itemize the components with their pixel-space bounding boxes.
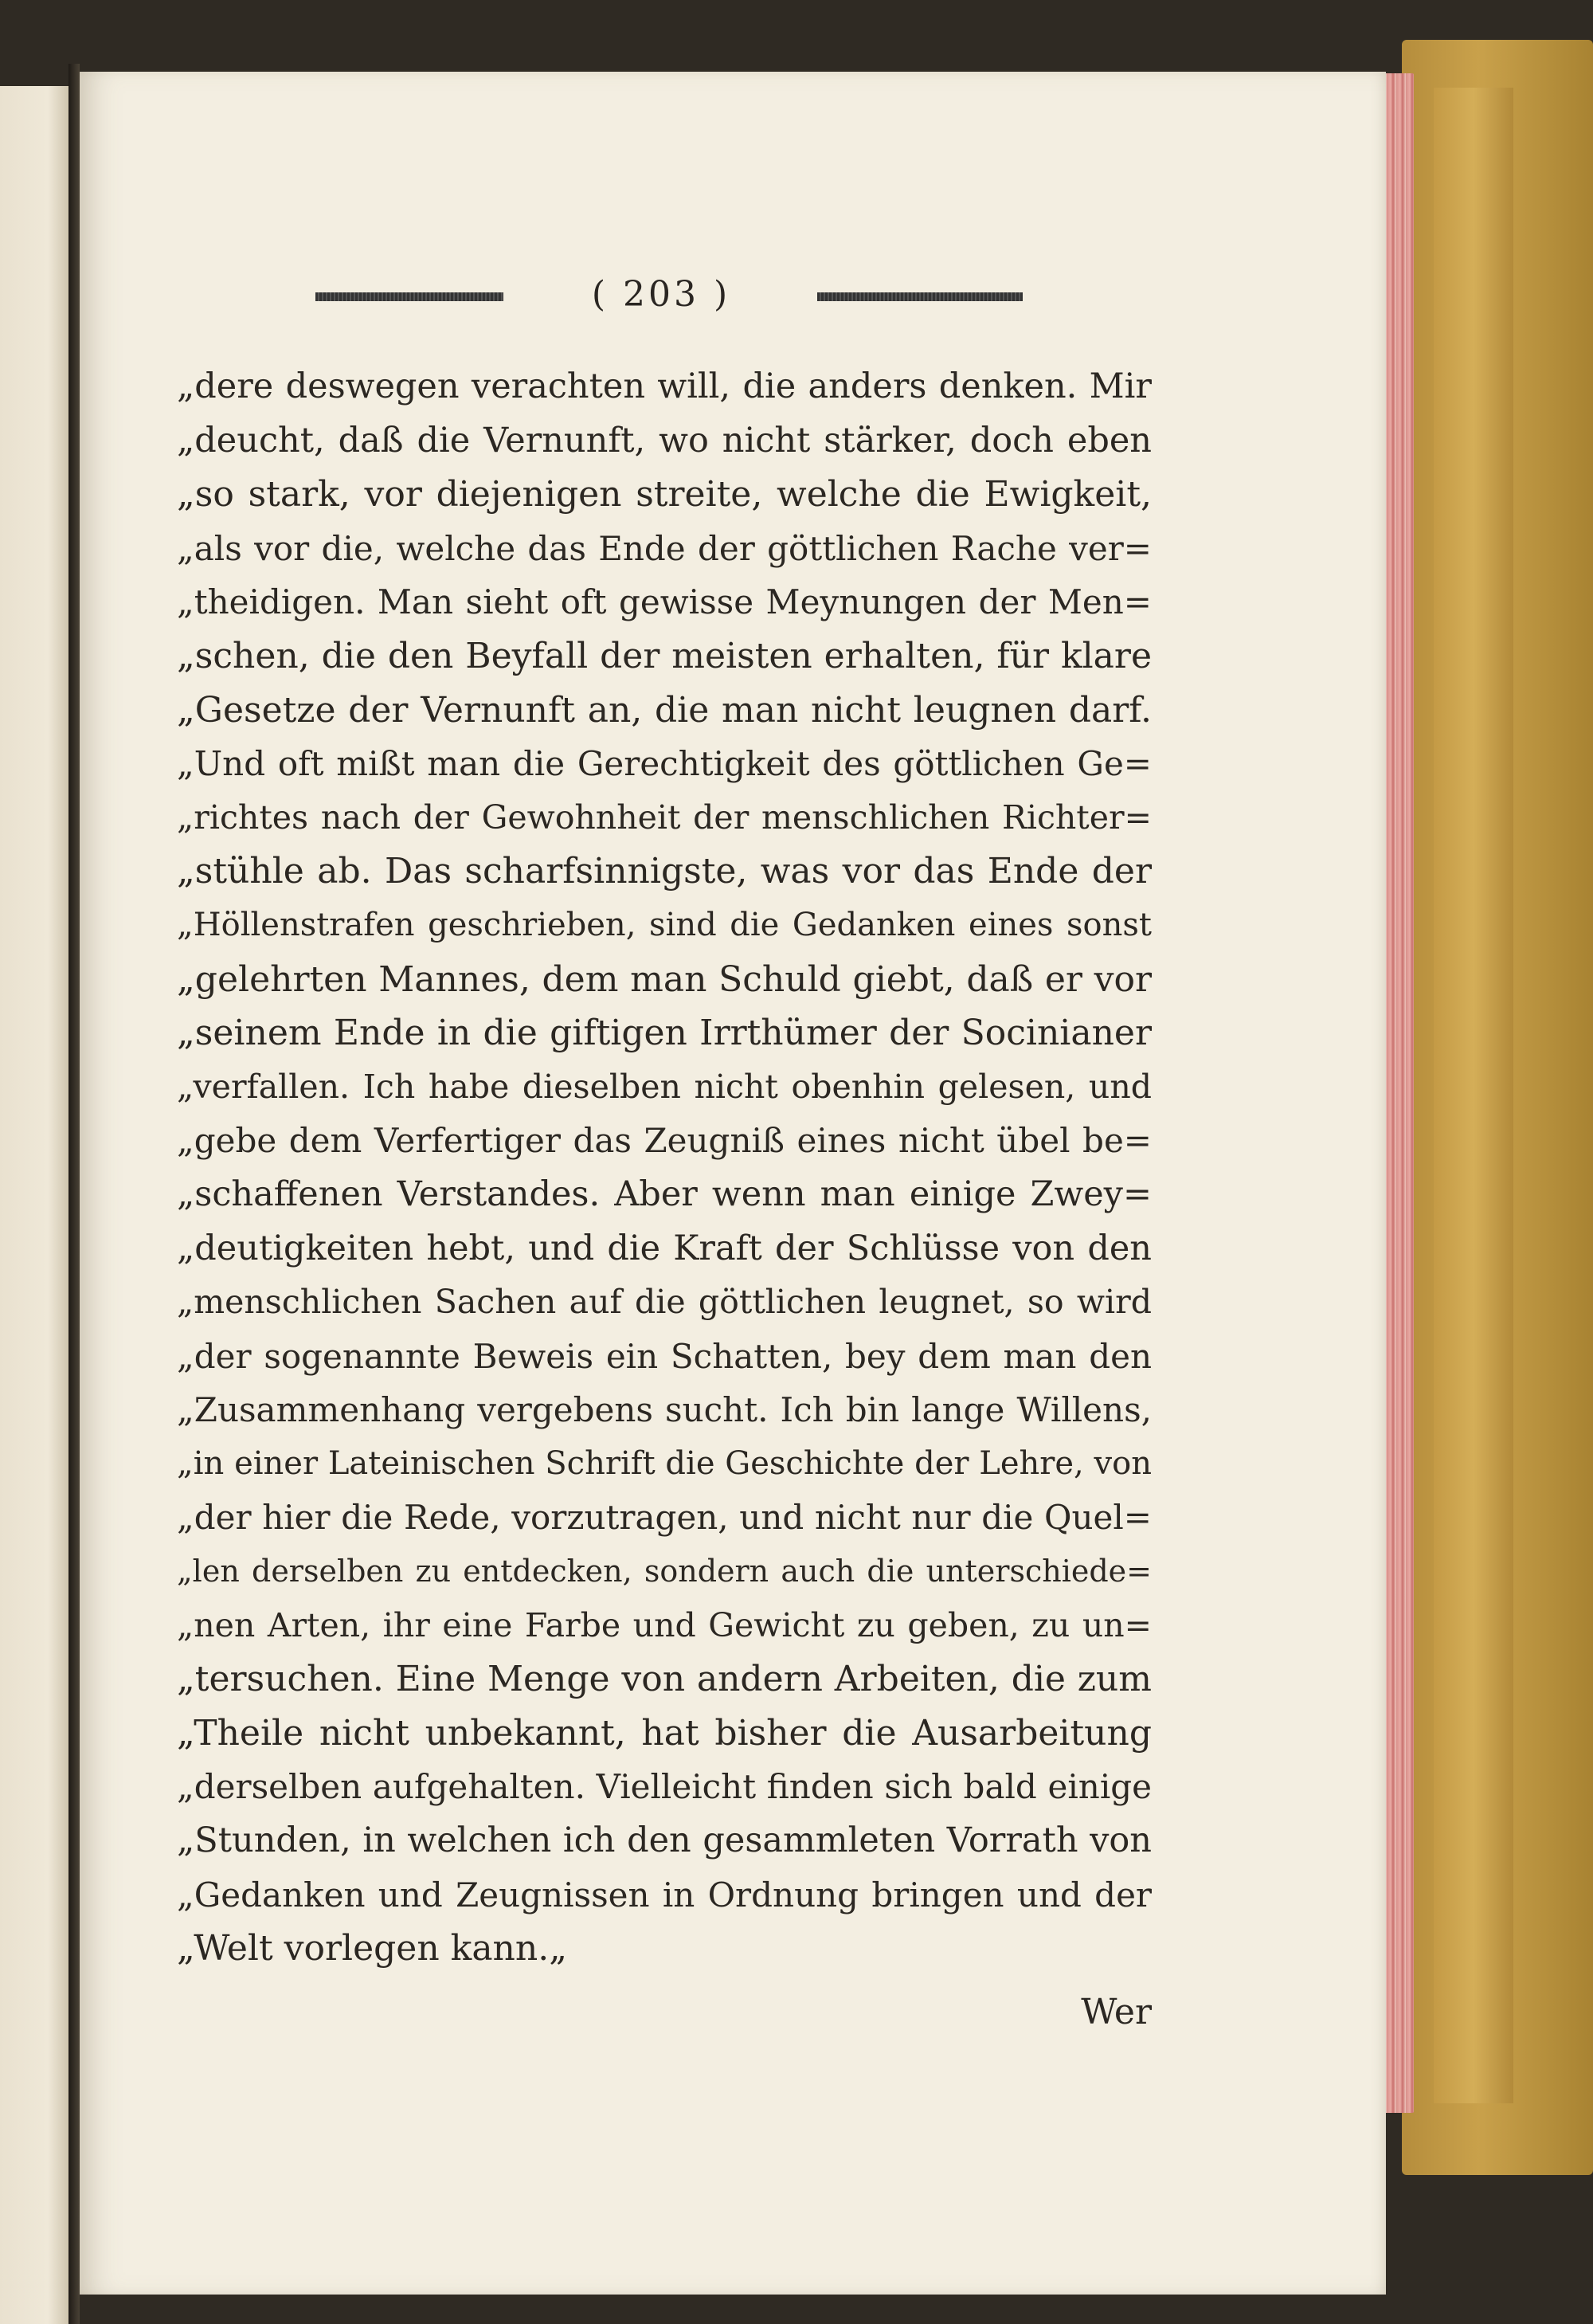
page-number: ( 203 ) xyxy=(591,274,731,315)
text-line: „Und oft mißt man die Gerechtigkeit des göttlichen Ge= xyxy=(177,744,1152,784)
text-line: „in einer Lateinischen Schrift die Geschichte der Lehre, von xyxy=(177,1444,1152,1482)
text-line: „stühle ab. Das scharfsinnigste, was vor das Ende der xyxy=(177,851,1152,892)
text-line: „Zusammenhang vergebens sucht. Ich bin lange Willens, xyxy=(177,1390,1152,1430)
text-line: „seinem Ende in die giftigen Irrthümer der Socinianer xyxy=(177,1013,1152,1054)
text-line: „Gedanken und Zeugnissen in Ordnung bringen und der xyxy=(177,1875,1152,1914)
text-line: „menschlichen Sachen auf die göttlichen leugnet, so wird xyxy=(177,1283,1152,1322)
left-page-edge xyxy=(0,86,71,2324)
text-line: „Theile nicht unbekannt, hat bisher die Ausarbeitung xyxy=(177,1712,1152,1754)
text-line: „gebe dem Verfertiger das Zeugniß eines nicht übel be= xyxy=(177,1121,1152,1161)
text-line: „der hier die Rede, vorzutragen, und nicht nur die Quel= xyxy=(177,1498,1152,1538)
text-line: „schen, die den Beyfall der meisten erhalten, für klare xyxy=(177,635,1152,676)
text-line: „nen Arten, ihr eine Farbe und Gewicht zu geben, zu un= xyxy=(177,1605,1152,1644)
text-line: „derselben aufgehalten. Vielleicht finden sich bald einige xyxy=(177,1767,1152,1807)
text-line: „als vor die, welche das Ende der göttlichen Rache ver= xyxy=(177,528,1152,568)
text-line: „gelehrten Mannes, dem man Schuld giebt, daß er vor xyxy=(177,958,1152,1000)
book-cover-inner xyxy=(1434,88,1513,2103)
text-line: „so stark, vor diejenigen streite, welche die Ewigkeit, xyxy=(177,474,1152,515)
text-line: „Gesetze der Vernunft an, die man nicht leugnen darf. xyxy=(177,689,1152,731)
text-line: „tersuchen. Eine Menge von andern Arbeiten, die zum xyxy=(177,1659,1152,1700)
text-line: „deutigkeiten hebt, und die Kraft der Schlüsse von den xyxy=(177,1228,1152,1268)
text-line: „theidigen. Man sieht oft gewisse Meynungen der Men= xyxy=(177,582,1152,622)
text-line: „Stunden, in welchen ich den gesammleten Vorrath von xyxy=(177,1820,1152,1861)
header-rule-right xyxy=(817,292,1023,301)
text-line: „richtes nach der Gewohnheit der menschlichen Richter= xyxy=(177,798,1152,837)
text-line: „Höllenstrafen geschrieben, sind die Gedanken eines sonst xyxy=(177,906,1152,943)
text-line: „deucht, daß die Vernunft, wo nicht stärker, doch eben xyxy=(177,420,1152,460)
book-gutter xyxy=(68,64,80,2324)
text-line: „Welt vorlegen kann.„ xyxy=(177,1928,568,1969)
text-line: „schaffenen Verstandes. Aber wenn man einige Zwey= xyxy=(177,1174,1152,1214)
body-text xyxy=(177,360,1152,1976)
header-rule-left xyxy=(315,292,503,301)
catchword: Wer xyxy=(1081,1992,1152,2032)
text-line: „verfallen. Ich habe dieselben nicht obenhin gelesen, und xyxy=(177,1067,1152,1106)
text-line: „len derselben zu entdecken, sondern auch die unterschiede= xyxy=(177,1554,1152,1589)
text-line: „der sogenannte Beweis ein Schatten, bey dem man den xyxy=(177,1336,1152,1376)
text-line: „dere deswegen verachten will, die anders denken. Mir xyxy=(177,366,1152,406)
